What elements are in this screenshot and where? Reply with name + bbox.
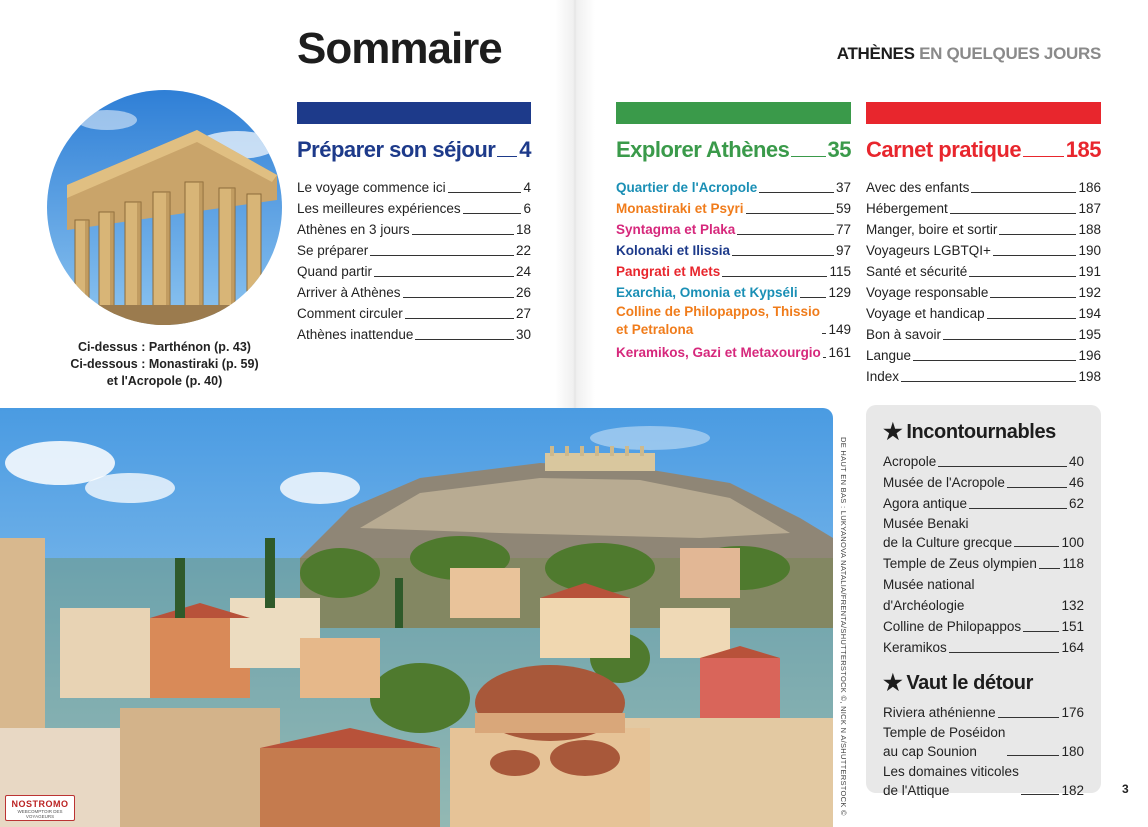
toc-label: Santé et sécurité xyxy=(866,264,968,279)
toc-item[interactable] xyxy=(297,324,531,345)
highlight-page: 40 xyxy=(1068,454,1084,469)
watermark-logo xyxy=(5,795,75,821)
leader-line xyxy=(1023,156,1064,157)
toc-item[interactable] xyxy=(297,198,531,219)
leader-line xyxy=(822,333,826,334)
highlight-item[interactable] xyxy=(883,574,1084,616)
toc-page: 161 xyxy=(828,345,851,360)
toc-list xyxy=(297,177,531,345)
toc-item[interactable] xyxy=(866,177,1101,198)
detour-item[interactable] xyxy=(883,762,1084,800)
section-carnet xyxy=(866,102,1101,387)
section-title: Carnet pratique xyxy=(866,137,1022,162)
highlight-label: Musée national d'Archéologie xyxy=(883,577,975,613)
section-heading[interactable] xyxy=(297,137,531,163)
highlight-page: 132 xyxy=(1061,598,1084,613)
toc-page: 191 xyxy=(1078,264,1101,279)
leader-line xyxy=(370,255,514,256)
leader-line xyxy=(415,339,514,340)
toc-item[interactable] xyxy=(866,261,1101,282)
toc-page: 26 xyxy=(515,285,531,300)
leader-line xyxy=(759,192,834,193)
leader-line xyxy=(949,652,1060,653)
leader-line xyxy=(1039,568,1061,569)
caption-line: et l'Acropole (p. 40) xyxy=(106,374,223,388)
section-heading[interactable] xyxy=(616,137,851,163)
highlight-label: Musée de l'Acropole xyxy=(883,475,1005,490)
leader-line xyxy=(1007,755,1059,756)
leader-line xyxy=(1023,631,1059,632)
section-heading[interactable] xyxy=(866,137,1101,163)
highlight-label xyxy=(883,514,1012,552)
highlight-page: 46 xyxy=(1068,475,1084,490)
highlight-label: Agora antique xyxy=(883,496,968,511)
page-title: Sommaire xyxy=(297,24,502,73)
highlight-page: 151 xyxy=(1061,619,1084,634)
toc-label-line: et Petralona xyxy=(616,322,694,337)
leader-line xyxy=(999,234,1076,235)
section-title: Préparer son séjour xyxy=(297,137,496,162)
section-preparer xyxy=(297,102,531,345)
highlight-item[interactable] xyxy=(883,514,1084,552)
leader-line xyxy=(746,213,834,214)
toc-page: 97 xyxy=(835,243,851,258)
box-heading-text: Vaut le détour xyxy=(906,671,1033,694)
leader-line xyxy=(722,276,827,277)
highlight-page: 118 xyxy=(1062,556,1084,571)
toc-label: Voyageurs LGBTQI+ xyxy=(866,243,991,258)
section-color-bar xyxy=(616,102,851,124)
detour-label xyxy=(883,762,1019,800)
toc-label: Hébergement xyxy=(866,201,948,216)
detour-item[interactable] xyxy=(883,702,1084,723)
toc-label: Athènes inattendue xyxy=(297,327,414,342)
toc-page: 188 xyxy=(1078,222,1101,237)
toc-item[interactable] xyxy=(297,282,531,303)
toc-label: Le voyage commence ici xyxy=(297,180,446,195)
toc-page: 59 xyxy=(835,201,851,216)
toc-page: 4 xyxy=(523,180,531,195)
toc-item[interactable] xyxy=(866,198,1101,219)
leader-line xyxy=(737,234,834,235)
highlight-item[interactable] xyxy=(883,451,1084,472)
toc-item[interactable] xyxy=(616,282,851,303)
leader-line xyxy=(971,192,1076,193)
photo-captions xyxy=(47,339,282,390)
toc-item[interactable] xyxy=(616,261,851,282)
toc-label: Kolonaki et Ilissia xyxy=(616,243,731,258)
section-page: 35 xyxy=(827,137,851,162)
toc-item[interactable] xyxy=(866,345,1101,366)
toc-item[interactable] xyxy=(866,240,1101,261)
star-icon: ★ xyxy=(883,419,903,444)
toc-label: Monastiraki et Psyri xyxy=(616,201,744,216)
leader-line xyxy=(998,717,1060,718)
toc-page: 192 xyxy=(1078,285,1101,300)
toc-item[interactable] xyxy=(866,324,1101,345)
toc-page: 129 xyxy=(828,285,851,300)
leader-line xyxy=(823,357,827,358)
leader-line xyxy=(987,318,1077,319)
leader-line xyxy=(732,255,834,256)
toc-label: Quand partir xyxy=(297,264,373,279)
section-explorer xyxy=(616,102,851,363)
box-heading xyxy=(883,419,1084,445)
leader-line xyxy=(1007,487,1067,488)
leader-line xyxy=(374,276,514,277)
page-number: 3 xyxy=(1122,782,1129,796)
highlights-box xyxy=(866,405,1101,798)
leader-line xyxy=(950,213,1077,214)
section-color-bar xyxy=(866,102,1101,124)
toc-page: 187 xyxy=(1078,201,1101,216)
highlight-label: Acropole xyxy=(883,454,937,469)
toc-list xyxy=(866,177,1101,387)
highlight-page: 62 xyxy=(1068,496,1084,511)
toc-item[interactable] xyxy=(297,303,531,324)
toc-page: 198 xyxy=(1078,369,1101,384)
toc-page: 196 xyxy=(1078,348,1101,363)
leader-line xyxy=(901,381,1076,382)
leader-line xyxy=(938,466,1067,467)
photo-credit xyxy=(838,437,850,816)
toc-item[interactable] xyxy=(297,219,531,240)
toc-label: Langue xyxy=(866,348,912,363)
caption-line: Ci-dessus : Parthénon (p. 43) xyxy=(78,340,251,354)
parthenon-photo xyxy=(47,90,282,325)
leader-line xyxy=(1021,794,1060,795)
header-city: ATHÈNES xyxy=(836,44,915,63)
toc-item[interactable] xyxy=(616,219,851,240)
highlight-page: 100 xyxy=(1061,535,1084,550)
monastiraki-acropolis-photo xyxy=(0,408,833,827)
leader-line xyxy=(913,360,1076,361)
toc-page: 77 xyxy=(835,222,851,237)
section-color-bar xyxy=(297,102,531,124)
leader-line xyxy=(800,297,827,298)
highlight-item[interactable] xyxy=(883,472,1084,493)
leader-line xyxy=(463,213,522,214)
logo-tagline: WEBCOMPTOIR DES VOYAGEURS xyxy=(17,809,63,819)
toc-item[interactable] xyxy=(866,366,1101,387)
detour-page: 176 xyxy=(1061,705,1084,720)
toc-label: Athènes en 3 jours xyxy=(297,222,410,237)
toc-item[interactable] xyxy=(616,342,851,363)
highlight-label: Colline de Philopappos xyxy=(883,619,1022,634)
leader-line xyxy=(943,339,1076,340)
highlight-page: 164 xyxy=(1061,640,1084,655)
leader-line xyxy=(993,255,1077,256)
highlight-label: Keramikos xyxy=(883,640,947,655)
detour-page: 182 xyxy=(1061,783,1084,798)
detour-label-line: Temple de Poséidon xyxy=(883,725,1006,740)
toc-item[interactable] xyxy=(616,303,851,339)
toc-page: 24 xyxy=(515,264,531,279)
toc-label: Keramikos, Gazi et Metaxourgio xyxy=(616,345,821,360)
detour-label-line: au cap Sounion xyxy=(883,744,977,759)
toc-item[interactable] xyxy=(866,219,1101,240)
caption-line: Ci-dessous : Monastiraki (p. 59) xyxy=(70,357,259,371)
toc-item[interactable] xyxy=(866,282,1101,303)
detour-label-line: de l'Attique xyxy=(883,783,950,798)
toc-page: 30 xyxy=(515,327,531,342)
box-heading-text: Incontournables xyxy=(906,420,1056,443)
star-icon: ★ xyxy=(883,670,903,695)
toc-label: Se préparer xyxy=(297,243,369,258)
section-page: 4 xyxy=(519,137,531,162)
leader-line xyxy=(1014,546,1059,547)
toc-label: Voyage et handicap xyxy=(866,306,985,321)
detour-page: 180 xyxy=(1061,744,1084,759)
header-subtitle: EN QUELQUES JOURS xyxy=(919,44,1101,63)
toc-page: 194 xyxy=(1078,306,1101,321)
toc-item[interactable] xyxy=(297,261,531,282)
detour-label-line: Les domaines viticoles xyxy=(883,764,1019,779)
toc-page: 115 xyxy=(829,264,851,279)
toc-list xyxy=(616,177,851,363)
toc-label-line: Colline de Philopappos, Thissio xyxy=(616,304,821,319)
detour-label: Riviera athénienne xyxy=(883,705,996,720)
highlight-label-line: de la Culture grecque xyxy=(883,535,1013,550)
highlight-item[interactable] xyxy=(883,493,1084,514)
toc-label: Manger, boire et sortir xyxy=(866,222,998,237)
toc-page: 37 xyxy=(835,180,851,195)
leader-line xyxy=(791,156,825,157)
leader-line xyxy=(403,297,514,298)
highlight-label: Temple de Zeus olympien xyxy=(883,556,1037,571)
toc-label: Pangrati et Mets xyxy=(616,264,721,279)
highlight-item[interactable] xyxy=(883,553,1084,574)
toc-item[interactable] xyxy=(616,177,851,198)
toc-label: Voyage responsable xyxy=(866,285,989,300)
guide-header xyxy=(837,44,1101,64)
toc-page: 27 xyxy=(515,306,531,321)
toc-page: 149 xyxy=(828,322,851,337)
toc-label xyxy=(616,303,820,339)
leader-line xyxy=(497,156,517,157)
detour-item[interactable] xyxy=(883,723,1084,761)
toc-label: Exarchia, Omonia et Kypséli xyxy=(616,285,798,300)
toc-item[interactable] xyxy=(297,240,531,261)
toc-item[interactable] xyxy=(616,240,851,261)
highlights-list xyxy=(883,451,1084,658)
leader-line xyxy=(412,234,514,235)
detour-list xyxy=(883,702,1084,800)
toc-item[interactable] xyxy=(616,198,851,219)
highlight-item[interactable] xyxy=(883,616,1084,637)
toc-label: Quartier de l'Acropole xyxy=(616,180,758,195)
toc-page: 190 xyxy=(1078,243,1101,258)
leader-line xyxy=(969,508,1067,509)
highlight-label-line: Musée Benaki xyxy=(883,516,969,531)
toc-label: Index xyxy=(866,369,900,384)
toc-label: Arriver à Athènes xyxy=(297,285,401,300)
toc-page: 6 xyxy=(523,201,531,216)
toc-label: Avec des enfants xyxy=(866,180,970,195)
leader-line xyxy=(405,318,514,319)
toc-label: Comment circuler xyxy=(297,306,403,321)
toc-label: Bon à savoir xyxy=(866,327,942,342)
section-page: 185 xyxy=(1065,137,1101,162)
toc-label: Les meilleures expériences xyxy=(297,201,461,216)
detour-label xyxy=(883,723,1005,761)
logo-name: NOSTROMO xyxy=(11,799,69,809)
leader-line xyxy=(990,297,1076,298)
leader-line xyxy=(448,192,522,193)
leader-line xyxy=(969,276,1076,277)
toc-label: Syntagma et Plaka xyxy=(616,222,736,237)
section-title: Explorer Athènes xyxy=(616,137,790,162)
toc-page: 195 xyxy=(1078,327,1101,342)
box-heading xyxy=(883,670,1084,696)
toc-page: 18 xyxy=(515,222,531,237)
highlight-item[interactable] xyxy=(883,637,1084,658)
toc-item[interactable] xyxy=(297,177,531,198)
toc-page: 22 xyxy=(515,243,531,258)
photo-credit-text: DE HAUT EN BAS : LUKYANOVA NATALIA/FRENTA/SHUTTERSTOCK ©, NICK N A/SHUTTERSTOCK © xyxy=(839,437,848,816)
toc-item[interactable] xyxy=(866,303,1101,324)
toc-page: 186 xyxy=(1078,180,1101,195)
